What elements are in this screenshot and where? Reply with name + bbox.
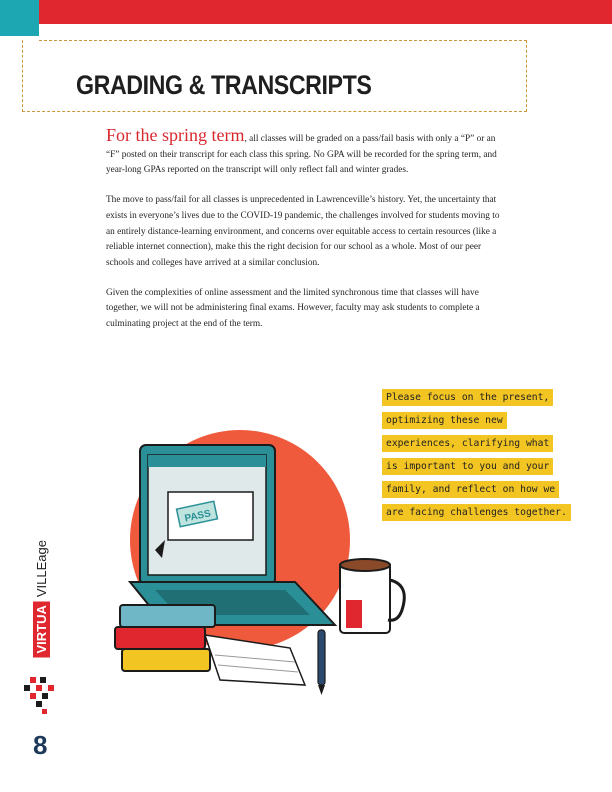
- brand-villeage: VILLEage: [34, 540, 49, 598]
- callout-line: family, and reflect on how we: [382, 481, 559, 498]
- pixel-decoration: [22, 675, 62, 720]
- paragraph-2: The move to pass/fail for all classes is unprecedented in Lawrenceville’s history. Yet, the uncertainty that exists in everyone’s lives due to the COVID-19 pandemic, the challenges involved for students moving to an entirely distance-learning environment, and concerns over equitable access to certain resources (like a reliable internet connection), make this the right decision for our school as a whole. Most of our peer schools and colleges have arrived at a similar conclusion.: [106, 195, 500, 268]
- callout-line: optimizing these new: [382, 412, 507, 429]
- header-red-band: [39, 0, 612, 24]
- lead-phrase: For the spring term: [106, 125, 245, 145]
- callout-line: is important to you and your: [382, 458, 553, 475]
- brand-virtua: VIRTUA: [33, 601, 50, 657]
- callout-line: are facing challenges together.: [382, 504, 571, 521]
- paragraph-3: Given the complexities of online assessment and the limited synchronous time that classes will have together, we will not be administering final exams. However, faculty may ask students to complete a culminating project at the end of the term.: [106, 287, 480, 330]
- page-title: GRADING & TRANSCRIPTS: [76, 70, 372, 100]
- body-text: [106, 125, 506, 347]
- callout-line: experiences, clarifying what: [382, 435, 553, 452]
- callout-line: Please focus on the present,: [382, 389, 553, 406]
- page-number: 8: [33, 730, 48, 760]
- pen-icon: [318, 630, 325, 695]
- brand-wordmark: [34, 540, 49, 658]
- paragraph-1-text: , all classes will be graded on a pass/fail basis with only a “P” or an “F” posted on their transcript for each class this spring. No GPA will be recorded for the spring term, and year-long GPAs reported on the transcript will only reflect fall and winter grades.: [106, 134, 497, 176]
- header-teal-band: [0, 0, 39, 36]
- pass-stamp: PASS: [183, 508, 212, 525]
- virtuaville-logo: [34, 540, 64, 690]
- paragraph-1: [106, 125, 506, 179]
- laptop-books-illustration: [110, 430, 420, 705]
- coffee-mug-icon: [340, 559, 404, 633]
